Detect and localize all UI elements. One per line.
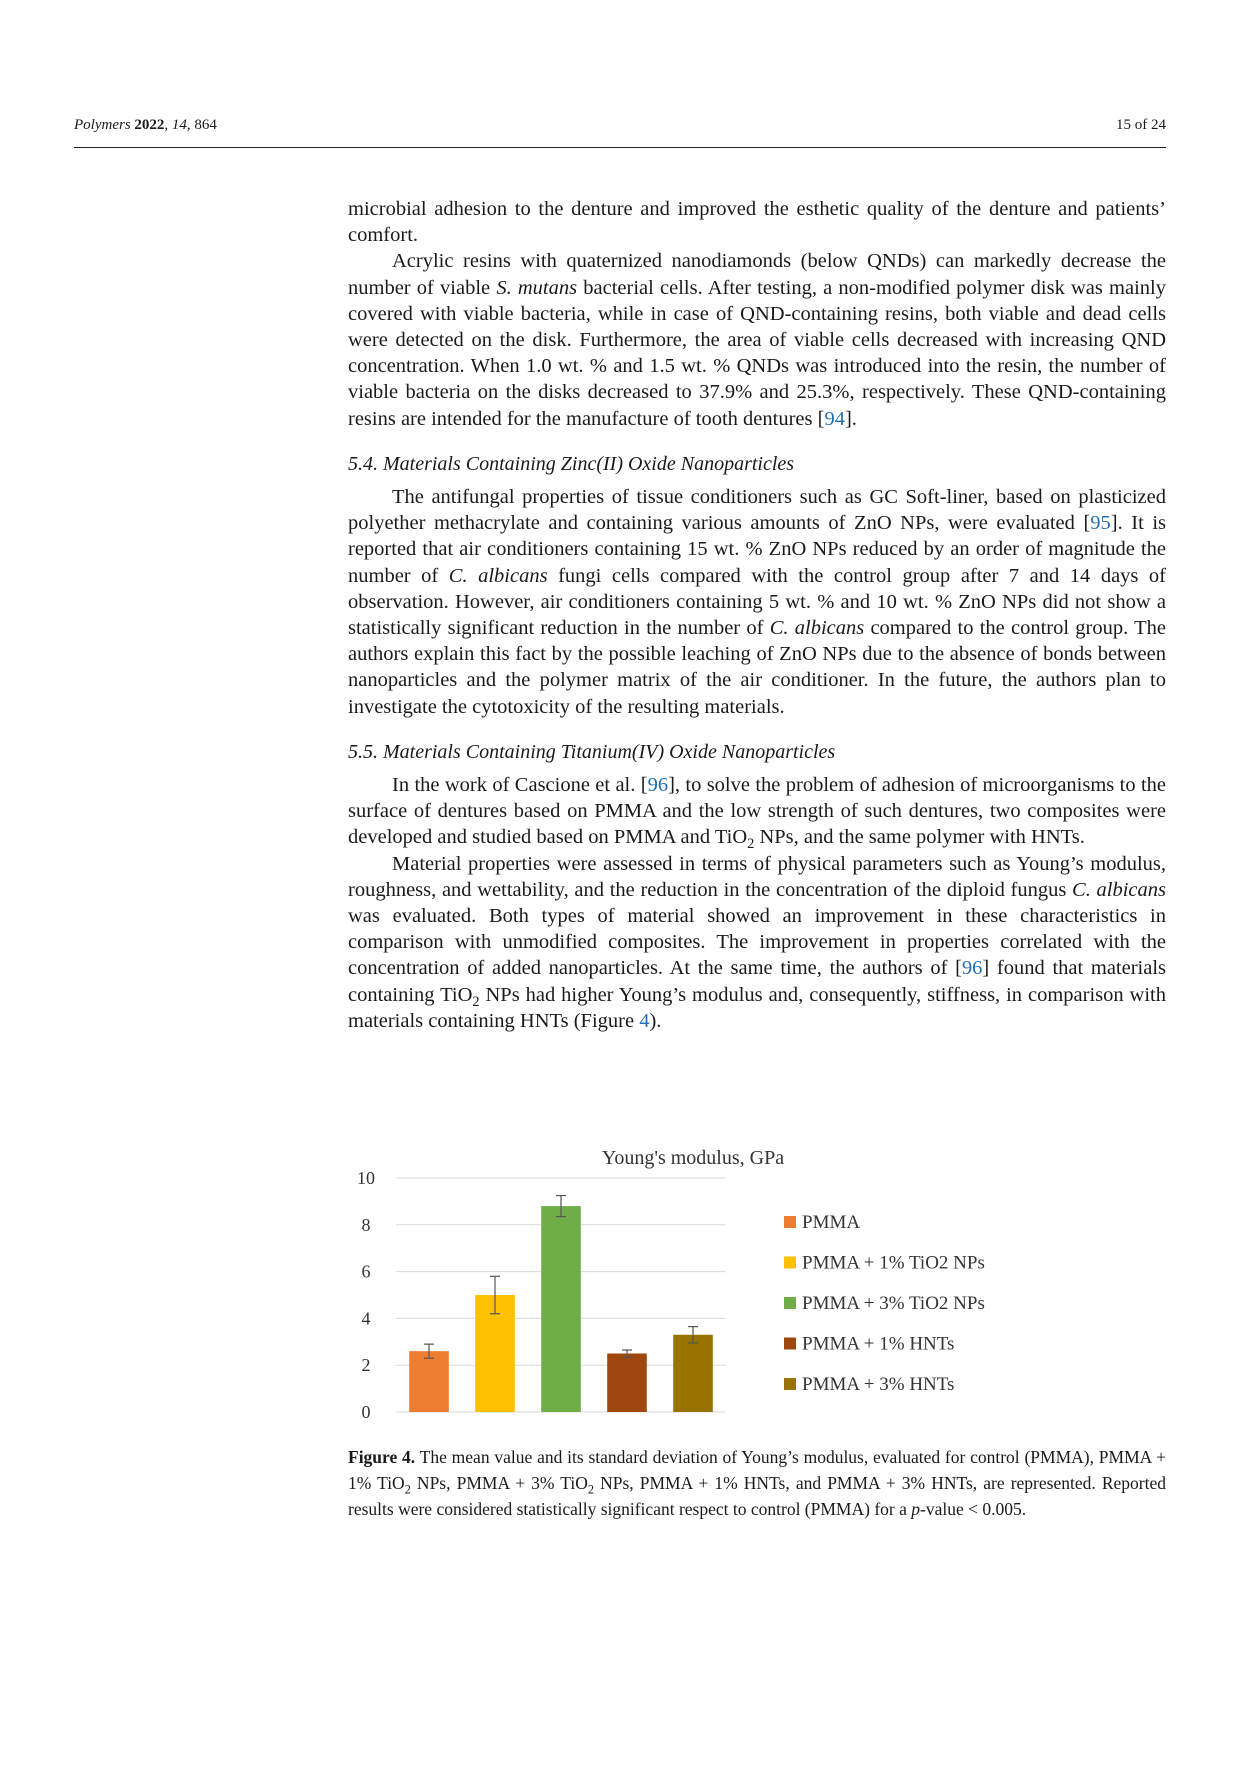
bar — [409, 1351, 449, 1412]
header-divider — [74, 147, 1166, 148]
legend-label: PMMA + 3% HNTs — [802, 1374, 955, 1395]
y-tick-label: 10 — [357, 1168, 375, 1188]
subscript: 2 — [587, 1482, 594, 1497]
subscript: 2 — [747, 836, 755, 853]
text-run: ], to solve the problem of adhesion of microorganisms to the surface of dentures based on PMMA and the low strength of such dentures, two composites were developed and studied based on PMMA and TiO — [348, 774, 1166, 849]
figure-caption — [348, 1444, 1166, 1522]
section-heading-5-4: 5.4. Materials Containing Zinc(II) Oxide Nanoparticles — [348, 452, 795, 475]
legend-swatch — [784, 1338, 796, 1350]
journal-volume: 14 — [171, 117, 187, 133]
y-tick-label: 8 — [361, 1214, 371, 1235]
caption-text: -value < 0.005. — [920, 1499, 1027, 1519]
citation-link[interactable]: 96 — [647, 774, 669, 797]
paragraph-continued: microbial adhesion to the denture and improved the esthetic quality of the denture and patients’ comfort. — [348, 198, 1166, 247]
y-tick-label: 4 — [361, 1308, 371, 1329]
p-symbol: p — [911, 1499, 920, 1519]
legend-label: PMMA — [802, 1212, 861, 1233]
text-run: NPs, and the same polymer with HNTs. — [754, 826, 1085, 849]
section-heading-5-5: 5.5. Materials Containing Titanium(IV) Oxide Nanoparticles — [348, 740, 836, 763]
page-header — [74, 117, 1166, 134]
text-run: Acrylic resins with quaternized nanodiamonds (below QNDs) can markedly decrease the number of viable — [348, 250, 1166, 299]
caption-text: NPs, PMMA + 1% HNTs, and PMMA + 3% HNTs, are represented. Reported results were considered statistically significant respect to control (PMMA) for a — [348, 1473, 1166, 1519]
text-run: was evaluated. Both types of material showed an improvement in these characteristics in comparison with unmodified composites. The improvement in properties correlated with the concentration of added nanoparticles. At the same time, the authors of [ — [348, 905, 1166, 980]
text-run: compared to the control group. The authors explain this fact by the possible leaching of ZnO NPs due to the absence of bonds between nanoparticles and the polymer matrix of the air conditioner. In the future, the authors plan to investigate the cytotoxicity of the resulting materials. — [348, 617, 1166, 718]
citation-link[interactable]: 95 — [1090, 512, 1111, 535]
journal-year: 2022 — [134, 117, 165, 133]
species-name: C. albicans — [769, 617, 865, 640]
bar-chart-svg — [340, 1140, 1060, 1440]
subscript: 2 — [404, 1482, 411, 1497]
bar — [541, 1206, 581, 1412]
species-name: C. albicans — [1072, 878, 1166, 901]
figure-link[interactable]: 4 — [639, 1009, 650, 1032]
text-run: ] found that materials containing TiO — [348, 957, 1167, 1006]
text-run: ]. It is reported that air conditioners containing 15 wt. % ZnO NPs reduced by an order of magnitude the number of — [348, 512, 1167, 587]
legend-swatch — [784, 1378, 796, 1390]
text-run: ]. — [844, 407, 857, 430]
figure-4-chart — [340, 1140, 1060, 1440]
caption-text: The mean value and its standard deviation of Young’s modulus, evaluated for control (PMMA), PMMA + 1% TiO — [348, 1447, 1166, 1493]
legend-label: PMMA + 1% HNTs — [802, 1333, 955, 1355]
paragraph-cascione — [348, 772, 1166, 851]
legend-swatch — [784, 1257, 796, 1269]
article-number: 864 — [194, 117, 217, 133]
text-run: In the work of Cascione et al. [ — [392, 774, 648, 797]
y-tick-label: 0 — [361, 1402, 371, 1422]
text-run: The antifungal properties of tissue conditioners such as GC Soft-liner, based on plasticized polyether methacrylate and containing various amounts of ZnO NPs, were evaluated [ — [348, 486, 1166, 535]
paragraph-properties — [348, 851, 1166, 1034]
paragraph-zno — [348, 484, 1166, 720]
journal-citation: Polymers 2022, 14, 864 — [74, 117, 217, 133]
legend-label: PMMA + 3% TiO2 NPs — [802, 1293, 985, 1314]
y-tick-label: 2 — [361, 1355, 371, 1376]
text-run: bacterial cells. After testing, a non-modified polymer disk was mainly covered with viable bacteria, while in case of QND-containing resins, both viable and dead cells were detected on the disk. Furthermore, the area of viable cells decreased with increasing QND concentration. When 1.0 wt. % and 1.5 wt. % QNDs was introduced into the resin, the number of viable bacteria on the disks decreased to 37.9% and 25.3%, respectively. These QND-containing resins are intended for the manufacture of tooth dentures [ — [348, 276, 1166, 430]
bar — [607, 1354, 647, 1413]
species-name: S. mutans — [496, 276, 578, 299]
paragraph-qnd — [348, 248, 1166, 431]
caption-text: NPs, PMMA + 3% TiO — [410, 1473, 588, 1493]
caption-label: Figure 4. — [348, 1447, 416, 1467]
text-run: Material properties were assessed in terms of physical parameters such as Young’s modulus, roughness, and wettability, and the reduction in the concentration of the diploid fungus — [348, 852, 1166, 901]
text-run: ). — [649, 1009, 662, 1032]
page-number: 15 of 24 — [1116, 117, 1166, 133]
bar — [673, 1335, 713, 1412]
y-tick-label: 6 — [361, 1261, 371, 1282]
text-run: fungi cells compared with the control group after 7 and 14 days of observation. However, air conditioners containing 5 wt. % and 10 wt. % ZnO NPs did not show a statistically significant reduction in the number of — [348, 564, 1166, 640]
citation-link[interactable]: 96 — [961, 957, 983, 980]
main-text — [348, 196, 1166, 1034]
citation-link[interactable]: 94 — [824, 407, 845, 430]
legend-swatch — [784, 1216, 796, 1228]
legend-swatch — [784, 1297, 796, 1309]
legend-label: PMMA + 1% TiO2 NPs — [802, 1252, 985, 1274]
subscript: 2 — [472, 993, 480, 1010]
species-name: C. albicans — [448, 564, 548, 587]
chart-title: Young's modulus, GPa — [601, 1147, 785, 1169]
journal-name: Polymers — [74, 117, 131, 133]
text-run: NPs had higher Young’s modulus and, consequently, stiffness, in comparison with materials containing HNTs (Figure — [348, 983, 1166, 1032]
